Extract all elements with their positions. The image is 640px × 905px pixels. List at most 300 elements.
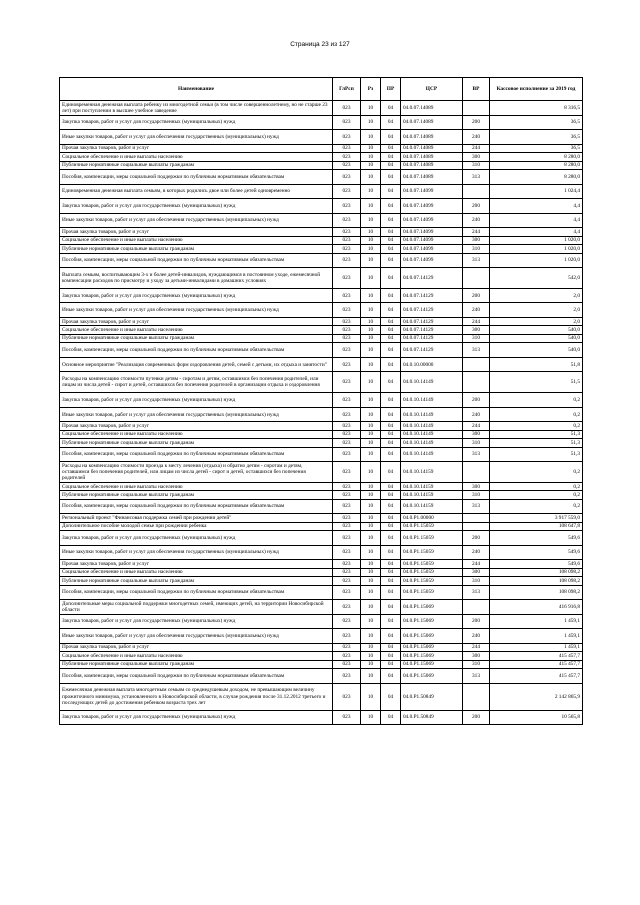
cell-csr: 04.0.P1.15069 <box>401 660 463 668</box>
cell-rz: 10 <box>361 253 381 268</box>
cell-csr: 04.0.10.14149 <box>401 372 463 393</box>
cell-csr: 04.0.P1.15069 <box>401 600 463 615</box>
cell-amount: 108 098,2 <box>490 577 583 585</box>
cell-rz: 10 <box>361 343 381 358</box>
cell-name: Публичные нормативные социальные выплаты гражданам <box>60 660 333 668</box>
table-row <box>60 614 583 629</box>
cell-amount: 415 457,7 <box>490 669 583 684</box>
cell-pr: 04 <box>381 499 401 514</box>
cell-rz: 10 <box>361 560 381 568</box>
cell-csr: 04.0.07.14089 <box>401 101 463 116</box>
cell-name: Социальное обеспечение и иные выплаты населению <box>60 430 333 438</box>
cell-pr: 04 <box>381 683 401 710</box>
cell-rz: 10 <box>361 303 381 318</box>
cell-amount: 3 917 559,0 <box>490 514 583 522</box>
table-row <box>60 303 583 318</box>
cell-pr: 04 <box>381 253 401 268</box>
cell-vr: 244 <box>463 318 490 326</box>
cell-amount: 2,0 <box>490 288 583 303</box>
cell-glrsp: 023 <box>333 629 361 644</box>
cell-amount: 549,6 <box>490 531 583 546</box>
cell-csr: 04.0.07.14129 <box>401 326 463 334</box>
cell-vr <box>463 514 490 522</box>
cell-pr: 04 <box>381 430 401 438</box>
cell-vr <box>463 101 490 116</box>
cell-csr: 04.0.10.14149 <box>401 422 463 430</box>
cell-vr: 244 <box>463 643 490 651</box>
cell-amount: 1 024,4 <box>490 184 583 199</box>
cell-csr: 04.0.10.14149 <box>401 407 463 422</box>
cell-pr: 04 <box>381 447 401 462</box>
cell-amount: 2,0 <box>490 318 583 326</box>
cell-name: Иные закупки товаров, работ и услуг для обеспечения государственных (муниципальных) нужд <box>60 303 333 318</box>
cell-amount: 2,0 <box>490 303 583 318</box>
cell-amount: 51,8 <box>490 357 583 372</box>
cell-name: Социальное обеспечение и иные выплаты населению <box>60 326 333 334</box>
cell-vr <box>463 268 490 289</box>
cell-glrsp: 023 <box>333 236 361 244</box>
budget-table <box>59 77 583 725</box>
cell-pr: 04 <box>381 643 401 651</box>
cell-glrsp: 023 <box>333 318 361 326</box>
cell-glrsp: 023 <box>333 213 361 228</box>
cell-name: Пособия, компенсации, меры социальной поддержки по публичным нормативным обязательствам <box>60 669 333 684</box>
cell-csr: 04.0.10.14149 <box>401 447 463 462</box>
cell-name: Публичные нормативные социальные выплаты гражданам <box>60 334 333 342</box>
cell-vr: 244 <box>463 560 490 568</box>
cell-csr: 04.0.07.14099 <box>401 253 463 268</box>
table-row <box>60 577 583 585</box>
cell-name: Пособия, компенсации, меры социальной поддержки по публичным нормативным обязательствам <box>60 447 333 462</box>
cell-csr: 04.0.P1.15069 <box>401 614 463 629</box>
table-row <box>60 560 583 568</box>
cell-glrsp: 023 <box>333 144 361 152</box>
cell-vr: 310 <box>463 577 490 585</box>
cell-amount: 1 020,0 <box>490 253 583 268</box>
cell-pr: 04 <box>381 153 401 161</box>
cell-glrsp: 023 <box>333 430 361 438</box>
cell-glrsp: 023 <box>333 407 361 422</box>
cell-rz: 10 <box>361 629 381 644</box>
cell-rz: 10 <box>361 545 381 560</box>
cell-csr: 04.0.10.00000 <box>401 357 463 372</box>
cell-name: Закупка товаров, работ и услуг для государственных (муниципальных) нужд <box>60 710 333 725</box>
cell-name: Иные закупки товаров, работ и услуг для обеспечения государственных (муниципальных) нужд <box>60 407 333 422</box>
cell-pr: 04 <box>381 334 401 342</box>
table-row <box>60 144 583 152</box>
cell-csr: 04.0.07.14089 <box>401 130 463 145</box>
cell-vr: 313 <box>463 585 490 600</box>
cell-pr: 04 <box>381 213 401 228</box>
cell-vr: 200 <box>463 288 490 303</box>
cell-glrsp: 023 <box>333 439 361 447</box>
cell-name: Закупка товаров, работ и услуг для государственных (муниципальных) нужд <box>60 393 333 408</box>
cell-rz: 10 <box>361 585 381 600</box>
cell-amount: 4,4 <box>490 213 583 228</box>
cell-name: Публичные нормативные социальные выплаты гражданам <box>60 161 333 169</box>
cell-pr: 04 <box>381 184 401 199</box>
cell-amount: 108 098,2 <box>490 568 583 576</box>
cell-name: Социальное обеспечение и иные выплаты населению <box>60 153 333 161</box>
cell-pr: 04 <box>381 439 401 447</box>
table-row <box>60 268 583 289</box>
table-row <box>60 643 583 651</box>
cell-rz: 10 <box>361 228 381 236</box>
cell-vr: 244 <box>463 228 490 236</box>
table-row <box>60 343 583 358</box>
cell-pr: 04 <box>381 462 401 483</box>
cell-csr: 04.0.10.14159 <box>401 462 463 483</box>
table-row <box>60 600 583 615</box>
cell-amount: 8 280,0 <box>490 153 583 161</box>
table-row <box>60 334 583 342</box>
cell-pr: 04 <box>381 522 401 530</box>
cell-glrsp: 023 <box>333 462 361 483</box>
cell-csr: 04.0.P1.15059 <box>401 560 463 568</box>
table-row <box>60 245 583 253</box>
cell-name: Социальное обеспечение и иные выплаты населению <box>60 652 333 660</box>
cell-rz: 10 <box>361 531 381 546</box>
cell-pr: 04 <box>381 236 401 244</box>
cell-vr: 313 <box>463 447 490 462</box>
cell-glrsp: 023 <box>333 522 361 530</box>
cell-amount: 108 098,2 <box>490 585 583 600</box>
cell-csr: 04.0.07.14099 <box>401 236 463 244</box>
cell-rz: 10 <box>361 144 381 152</box>
cell-amount: 0,2 <box>490 491 583 499</box>
cell-pr: 04 <box>381 560 401 568</box>
cell-rz: 10 <box>361 577 381 585</box>
cell-csr: 04.0.07.14099 <box>401 245 463 253</box>
cell-rz: 10 <box>361 514 381 522</box>
cell-pr: 04 <box>381 660 401 668</box>
cell-amount: 108 647,8 <box>490 522 583 530</box>
cell-vr: 300 <box>463 482 490 490</box>
cell-csr: 04.0.P1.15059 <box>401 531 463 546</box>
cell-pr: 04 <box>381 669 401 684</box>
cell-vr: 244 <box>463 422 490 430</box>
cell-amount: 36,5 <box>490 130 583 145</box>
table-row <box>60 228 583 236</box>
cell-pr: 04 <box>381 161 401 169</box>
cell-amount: 1 459,1 <box>490 614 583 629</box>
cell-glrsp: 023 <box>333 130 361 145</box>
cell-rz: 10 <box>361 643 381 651</box>
cell-amount: 36,5 <box>490 115 583 130</box>
cell-glrsp: 023 <box>333 577 361 585</box>
cell-name: Региональный проект "Финансовая поддержка семей при рождении детей" <box>60 514 333 522</box>
table-row <box>60 169 583 184</box>
cell-pr: 04 <box>381 268 401 289</box>
table-row <box>60 683 583 710</box>
cell-amount: 0,2 <box>490 422 583 430</box>
cell-pr: 04 <box>381 407 401 422</box>
table-row <box>60 115 583 130</box>
cell-amount: 51,3 <box>490 447 583 462</box>
cell-glrsp: 023 <box>333 303 361 318</box>
cell-amount: 1 020,0 <box>490 236 583 244</box>
cell-pr: 04 <box>381 585 401 600</box>
cell-name: Иные закупки товаров, работ и услуг для обеспечения государственных (муниципальных) нужд <box>60 629 333 644</box>
table-row <box>60 184 583 199</box>
cell-pr: 04 <box>381 652 401 660</box>
cell-amount: 0,2 <box>490 407 583 422</box>
cell-name: Пособия, компенсации, меры социальной поддержки по публичным нормативным обязательствам <box>60 585 333 600</box>
cell-glrsp: 023 <box>333 245 361 253</box>
cell-name: Единовременная денежная выплата семьям, в которых родились двое или более детей одновременно <box>60 184 333 199</box>
cell-rz: 10 <box>361 169 381 184</box>
table-row <box>60 199 583 214</box>
cell-glrsp: 023 <box>333 614 361 629</box>
cell-name: Прочая закупка товаров, работ и услуг <box>60 144 333 152</box>
table-header-row <box>60 78 583 101</box>
cell-vr: 310 <box>463 491 490 499</box>
cell-csr: 04.0.P1.50849 <box>401 710 463 725</box>
cell-csr: 04.0.07.14089 <box>401 169 463 184</box>
cell-glrsp: 023 <box>333 184 361 199</box>
cell-rz: 10 <box>361 439 381 447</box>
cell-rz: 10 <box>361 268 381 289</box>
cell-pr: 04 <box>381 101 401 116</box>
cell-glrsp: 023 <box>333 660 361 668</box>
cell-amount: 416 916,8 <box>490 600 583 615</box>
cell-vr: 310 <box>463 439 490 447</box>
table-row <box>60 407 583 422</box>
cell-pr: 04 <box>381 710 401 725</box>
cell-amount: 10 565,8 <box>490 710 583 725</box>
cell-name: Закупка товаров, работ и услуг для государственных (муниципальных) нужд <box>60 288 333 303</box>
cell-vr: 200 <box>463 115 490 130</box>
cell-pr: 04 <box>381 482 401 490</box>
table-row <box>60 462 583 483</box>
cell-csr: 04.0.07.14099 <box>401 184 463 199</box>
cell-name: Иные закупки товаров, работ и услуг для обеспечения государственных (муниципальных) нужд <box>60 130 333 145</box>
cell-csr: 04.0.07.14099 <box>401 228 463 236</box>
cell-rz: 10 <box>361 326 381 334</box>
cell-amount: 8 280,0 <box>490 161 583 169</box>
cell-csr: 04.0.10.14149 <box>401 439 463 447</box>
table-row <box>60 660 583 668</box>
cell-amount: 8 280,0 <box>490 169 583 184</box>
table-row <box>60 153 583 161</box>
page-number-label: Страница 23 из 127 <box>290 41 350 48</box>
cell-vr: 300 <box>463 430 490 438</box>
cell-csr: 04.0.07.14089 <box>401 115 463 130</box>
cell-rz: 10 <box>361 115 381 130</box>
table-row <box>60 447 583 462</box>
cell-name: Социальное обеспечение и иные выплаты населению <box>60 568 333 576</box>
cell-name: Пособия, компенсации, меры социальной поддержки по публичным нормативным обязательствам <box>60 169 333 184</box>
cell-vr: 240 <box>463 213 490 228</box>
cell-vr <box>463 357 490 372</box>
cell-pr: 04 <box>381 568 401 576</box>
cell-pr: 04 <box>381 600 401 615</box>
cell-rz: 10 <box>361 447 381 462</box>
cell-pr: 04 <box>381 303 401 318</box>
cell-rz: 10 <box>361 430 381 438</box>
cell-rz: 10 <box>361 153 381 161</box>
cell-rz: 10 <box>361 600 381 615</box>
cell-amount: 1 459,1 <box>490 629 583 644</box>
cell-amount: 0,2 <box>490 499 583 514</box>
cell-glrsp: 023 <box>333 153 361 161</box>
table-row <box>60 585 583 600</box>
table-row <box>60 253 583 268</box>
cell-vr: 200 <box>463 393 490 408</box>
table-row <box>60 236 583 244</box>
cell-pr: 04 <box>381 343 401 358</box>
cell-vr: 310 <box>463 161 490 169</box>
cell-csr: 04.0.07.14089 <box>401 161 463 169</box>
header-rz: Рз <box>361 78 381 101</box>
cell-glrsp: 023 <box>333 683 361 710</box>
cell-amount: 549,6 <box>490 560 583 568</box>
cell-vr <box>463 522 490 530</box>
cell-vr: 313 <box>463 253 490 268</box>
cell-amount: 542,0 <box>490 268 583 289</box>
cell-pr: 04 <box>381 245 401 253</box>
table-row <box>60 629 583 644</box>
cell-vr: 300 <box>463 652 490 660</box>
cell-name: Иные закупки товаров, работ и услуг для обеспечения государственных (муниципальных) нужд <box>60 545 333 560</box>
cell-name: Дополнительное пособие молодой семье при рождении ребенка <box>60 522 333 530</box>
cell-glrsp: 023 <box>333 643 361 651</box>
cell-csr: 04.0.07.14129 <box>401 303 463 318</box>
cell-rz: 10 <box>361 334 381 342</box>
cell-glrsp: 023 <box>333 393 361 408</box>
cell-glrsp: 023 <box>333 514 361 522</box>
cell-csr: 04.0.10.14159 <box>401 491 463 499</box>
cell-glrsp: 023 <box>333 652 361 660</box>
cell-vr: 313 <box>463 343 490 358</box>
cell-pr: 04 <box>381 491 401 499</box>
cell-vr: 300 <box>463 153 490 161</box>
table-row <box>60 430 583 438</box>
cell-name: Закупка товаров, работ и услуг для государственных (муниципальных) нужд <box>60 614 333 629</box>
cell-vr: 300 <box>463 568 490 576</box>
cell-pr: 04 <box>381 545 401 560</box>
cell-name: Публичные нормативные социальные выплаты гражданам <box>60 577 333 585</box>
cell-rz: 10 <box>361 101 381 116</box>
cell-vr: 200 <box>463 614 490 629</box>
table-row <box>60 514 583 522</box>
cell-amount: 549,6 <box>490 545 583 560</box>
cell-csr: 04.0.10.14149 <box>401 430 463 438</box>
cell-vr <box>463 683 490 710</box>
cell-rz: 10 <box>361 660 381 668</box>
cell-glrsp: 023 <box>333 343 361 358</box>
cell-rz: 10 <box>361 683 381 710</box>
table-row <box>60 161 583 169</box>
table-row <box>60 318 583 326</box>
table-row <box>60 710 583 725</box>
cell-amount: 0,2 <box>490 462 583 483</box>
cell-vr <box>463 184 490 199</box>
table-row <box>60 372 583 393</box>
header-vr: ВР <box>463 78 490 101</box>
cell-rz: 10 <box>361 372 381 393</box>
cell-pr: 04 <box>381 169 401 184</box>
cell-glrsp: 023 <box>333 199 361 214</box>
cell-vr: 313 <box>463 169 490 184</box>
cell-csr: 04.0.07.14129 <box>401 343 463 358</box>
cell-vr: 313 <box>463 499 490 514</box>
cell-vr <box>463 462 490 483</box>
table-row <box>60 288 583 303</box>
cell-pr: 04 <box>381 326 401 334</box>
cell-csr: 04.0.P1.15059 <box>401 585 463 600</box>
cell-rz: 10 <box>361 499 381 514</box>
cell-name: Социальное обеспечение и иные выплаты населению <box>60 482 333 490</box>
cell-rz: 10 <box>361 522 381 530</box>
cell-rz: 10 <box>361 614 381 629</box>
cell-amount: 415 457,7 <box>490 660 583 668</box>
cell-name: Выплата семьям, воспитывающим 3-х и более детей-инвалидов, нуждающимся в постоянном уходе, ежемесячной компенсации расходов по присмотру и уходу за детьми-инвалидами в домашних условиях <box>60 268 333 289</box>
table-row <box>60 357 583 372</box>
cell-pr: 04 <box>381 144 401 152</box>
cell-glrsp: 023 <box>333 669 361 684</box>
cell-rz: 10 <box>361 462 381 483</box>
header-glrsp: ГлРсп <box>333 78 361 101</box>
cell-name: Ежемесячная денежная выплата многодетным семьям со среднедушевым доходом, не превышающим величину прожиточного минимума, установленного в Новосибирской области, в случае рождения после 31.12.2012 третьего и последующих детей до достижения ребенком возраста трех лет <box>60 683 333 710</box>
table-row <box>60 130 583 145</box>
table-row <box>60 522 583 530</box>
header-csr: ЦСР <box>401 78 463 101</box>
cell-name: Закупка товаров, работ и услуг для государственных (муниципальных) нужд <box>60 115 333 130</box>
cell-amount: 4,4 <box>490 199 583 214</box>
cell-glrsp: 023 <box>333 545 361 560</box>
table-row <box>60 499 583 514</box>
cell-pr: 04 <box>381 629 401 644</box>
cell-csr: 04.0.P1.15069 <box>401 652 463 660</box>
table-row <box>60 531 583 546</box>
cell-name: Публичные нормативные социальные выплаты гражданам <box>60 245 333 253</box>
cell-amount: 540,0 <box>490 334 583 342</box>
cell-amount: 8 316,5 <box>490 101 583 116</box>
cell-name: Прочая закупка товаров, работ и услуг <box>60 643 333 651</box>
header-pr: ПР <box>381 78 401 101</box>
cell-glrsp: 023 <box>333 568 361 576</box>
cell-name: Единовременная денежная выплата ребенку из многодетной семьи (в том числе совершеннолетнему, но не старше 23 лет) при поступлении в высшее учебное заведение <box>60 101 333 116</box>
cell-name: Расходы на компенсацию стоимости путевки детям - сиротам и детям, оставшимся без попечения родителей, или лицам из числа детей - сирот и детей, оставшихся без попечения родителей в организации отдыха и оздоровления <box>60 372 333 393</box>
cell-csr: 04.0.P1.15059 <box>401 522 463 530</box>
cell-amount: 540,0 <box>490 326 583 334</box>
cell-glrsp: 023 <box>333 447 361 462</box>
cell-pr: 04 <box>381 422 401 430</box>
cell-rz: 10 <box>361 393 381 408</box>
cell-name: Публичные нормативные социальные выплаты гражданам <box>60 491 333 499</box>
table-row <box>60 439 583 447</box>
cell-csr: 04.0.07.14099 <box>401 199 463 214</box>
cell-vr <box>463 600 490 615</box>
cell-amount: 540,0 <box>490 343 583 358</box>
cell-name: Иные закупки товаров, работ и услуг для обеспечения государственных (муниципальных) нужд <box>60 213 333 228</box>
cell-glrsp: 023 <box>333 101 361 116</box>
cell-pr: 04 <box>381 357 401 372</box>
cell-glrsp: 023 <box>333 585 361 600</box>
cell-csr: 04.0.P1.50849 <box>401 683 463 710</box>
cell-csr: 04.0.07.14129 <box>401 268 463 289</box>
cell-glrsp: 023 <box>333 372 361 393</box>
cell-glrsp: 023 <box>333 491 361 499</box>
cell-rz: 10 <box>361 422 381 430</box>
cell-csr: 04.0.07.14089 <box>401 153 463 161</box>
cell-csr: 04.0.07.14129 <box>401 288 463 303</box>
cell-csr: 04.0.10.14159 <box>401 499 463 514</box>
cell-rz: 10 <box>361 710 381 725</box>
cell-rz: 10 <box>361 199 381 214</box>
cell-pr: 04 <box>381 318 401 326</box>
